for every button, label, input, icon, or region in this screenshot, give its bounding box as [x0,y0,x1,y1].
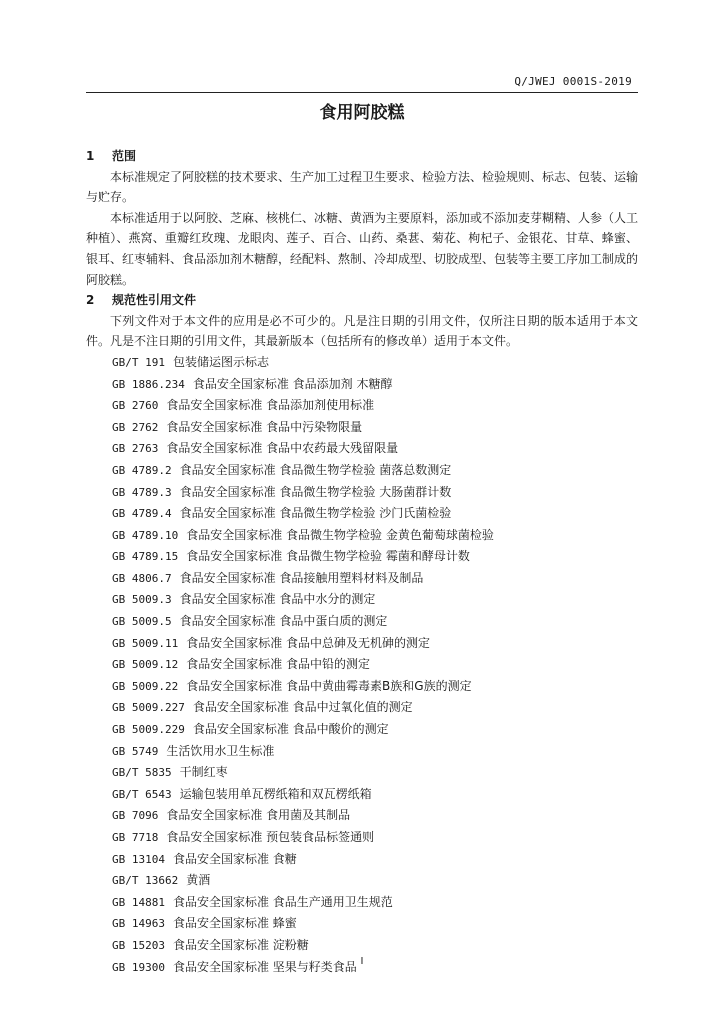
reference-code: GB/T 191 [112,355,165,369]
reference-item [86,762,638,784]
reference-title: 干制红枣 [179,765,228,780]
reference-code: GB 14881 [112,895,165,909]
section-heading-references [86,290,638,311]
reference-title: 食品安全国家标准 食品中铅的测定 [186,657,371,672]
reference-code: GB 5009.5 [112,615,172,629]
reference-item [86,849,638,871]
reference-code: GB 19300 [112,960,165,974]
reference-item [86,697,638,719]
reference-code: GB/T 5835 [112,766,172,780]
reference-item [86,892,638,914]
reference-code: GB 1886.234 [112,377,185,391]
reference-code: GB 5749 [112,744,159,758]
reference-title: 食品安全国家标准 食品中酸价的测定 [192,722,389,737]
reference-code: GB/T 6543 [112,787,172,801]
reference-title: 黄酒 [186,873,211,888]
reference-item [86,374,638,396]
header-rule [86,92,638,93]
section-title: 范围 [112,149,137,163]
reference-code: GB 5009.12 [112,658,179,672]
reference-title: 食品安全国家标准 食用菌及其制品 [166,808,351,823]
reference-title: 食品安全国家标准 食品微生物学检验 金黄色葡萄球菌检验 [186,527,494,542]
reference-item [86,525,638,547]
reference-title: 食品安全国家标准 食品微生物学检验 大肠菌群计数 [179,484,452,499]
section-title: 规范性引用文件 [112,293,197,308]
reference-title: 食品安全国家标准 蜂蜜 [172,916,297,931]
reference-title: 食品安全国家标准 食品中水分的测定 [179,592,376,607]
reference-title: 生活饮用水卫生标准 [166,743,275,758]
reference-title: 食品安全国家标准 食品添加剂使用标准 [166,398,375,413]
reference-code: GB 4789.10 [112,528,179,542]
reference-item [86,352,638,374]
reference-item [86,913,638,935]
reference-code: GB 14963 [112,917,165,931]
reference-item [86,503,638,525]
reference-code: GB 15203 [112,938,165,952]
reference-code: GB 5009.227 [112,701,185,715]
section-number: 1 [86,149,95,163]
reference-item [86,719,638,741]
reference-item [86,568,638,590]
reference-item [86,482,638,504]
reference-item [86,438,638,460]
reference-title: 食品安全国家标准 食品中蛋白质的测定 [179,614,388,629]
reference-item [86,827,638,849]
reference-item [86,805,638,827]
reference-title: 食品安全国家标准 食品生产通用卫生规范 [172,894,393,909]
reference-code: GB/T 13662 [112,874,179,888]
reference-code: GB 13104 [112,852,165,866]
scope-paragraph-2: 本标准适用于以阿胶、芝麻、核桃仁、冰糖、黄酒为主要原料，添加或不添加麦芽糊精、人参（人工种植）、燕窝、重瓣红玫瑰、龙眼肉、莲子、百合、山药、桑葚、菊花、枸杞子、金银花、甘草、蜂蜜、银耳、红枣辅料、食品添加剂木糖醇，经配料、熬制、冷却成型、切胶成型、包装等主要工序加工制成的阿胶糕。 [86,210,639,287]
reference-title: 食品安全国家标准 食品中黄曲霉毒素B族和G族的测定 [186,678,472,693]
reference-title: 食品安全国家标准 食糖 [172,851,297,866]
reference-item [86,654,638,676]
reference-title: 食品安全国家标准 食品中农药最大残留限量 [166,441,399,456]
reference-code: GB 4789.15 [112,550,179,564]
reference-item [86,460,638,482]
reference-title: 食品安全国家标准 食品接触用塑料材料及制品 [179,570,424,585]
reference-title: 食品安全国家标准 预包装食品标签通则 [166,830,375,844]
reference-code: GB 4806.7 [112,571,172,585]
page-number: I [360,956,364,967]
reference-item [86,546,638,568]
reference-title: 食品安全国家标准 食品添加剂 木糖醇 [192,376,393,391]
reference-code: GB 2763 [112,442,159,456]
reference-title: 食品安全国家标准 食品中总砷及无机砷的测定 [186,635,431,650]
reference-code: GB 5009.22 [112,679,179,693]
reference-title: 食品安全国家标准 坚果与籽类食品 [172,959,357,974]
reference-code: GB 7718 [112,831,159,844]
reference-list [86,352,638,978]
reference-code: GB 7096 [112,809,159,823]
reference-item [86,784,638,806]
reference-code: GB 5009.3 [112,593,172,607]
reference-code: GB 2762 [112,420,159,434]
reference-title: 运输包装用单瓦楞纸箱和双瓦楞纸箱 [179,786,372,801]
reference-code: GB 5009.229 [112,723,185,737]
reference-title: 食品安全国家标准 食品微生物学检验 菌落总数测定 [179,462,452,477]
reference-item [86,395,638,417]
scope-paragraph-1: 本标准规定了阿胶糕的技术要求、生产加工过程卫生要求、检验方法、检验规则、标志、包装、运输与贮存。 [86,169,639,205]
reference-title: 食品安全国家标准 食品微生物学检验 沙门氏菌检验 [179,506,452,521]
reference-title: 食品安全国家标准 食品中污染物限量 [166,419,363,434]
reference-item [86,589,638,611]
standard-code: Q/JWEJ 0001S-2019 [514,75,632,88]
references-intro-paragraph: 下列文件对于本文件的应用是必不可少的。凡是注日期的引用文件，仅所注日期的版本适用于本文件。凡是不注日期的引用文件，其最新版本（包括所有的修改单）适用于本文件。 [86,313,638,349]
reference-code: GB 4789.3 [112,485,172,499]
section-number: 2 [86,293,95,308]
reference-code: GB 4789.4 [112,507,172,521]
document-body [86,146,638,978]
reference-code: GB 2760 [112,399,159,413]
reference-item [86,870,638,892]
reference-item [86,417,638,439]
reference-item [86,633,638,655]
reference-title: 食品安全国家标准 食品中过氧化值的测定 [192,700,413,715]
reference-item [86,741,638,763]
section-heading-scope [86,146,638,167]
reference-item [86,935,638,957]
document-title: 食用阿胶糕 [319,103,405,123]
reference-title: 食品安全国家标准 食品微生物学检验 霉菌和酵母计数 [186,549,470,564]
reference-title: 包装储运图示标志 [172,354,269,369]
reference-code: GB 4789.2 [112,463,172,477]
reference-item [86,676,638,698]
reference-item [86,611,638,633]
reference-code: GB 5009.11 [112,636,179,650]
reference-title: 食品安全国家标准 淀粉糖 [172,937,309,952]
